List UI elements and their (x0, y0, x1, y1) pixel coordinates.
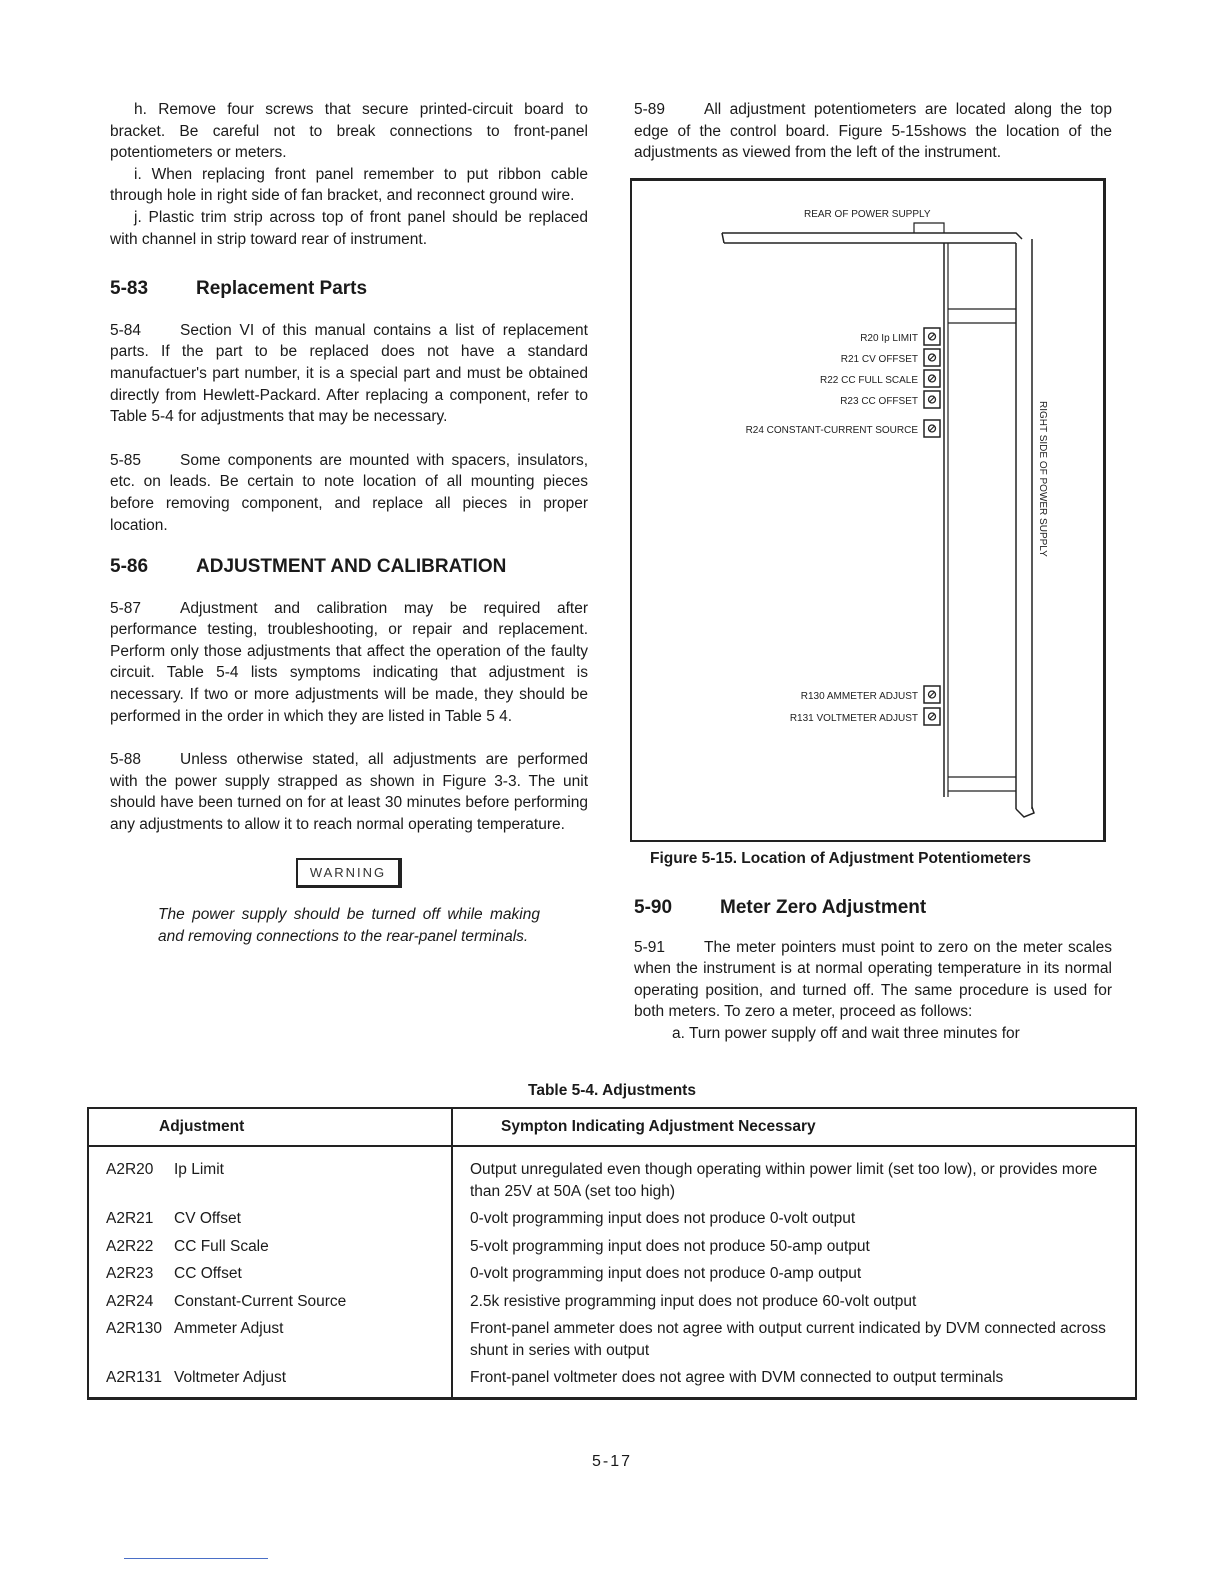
heading-replacement-parts: 5-83 Replacement Parts (110, 278, 368, 300)
table-header-row (88, 1108, 1136, 1146)
adjustment-name: Ip Limit (174, 1161, 224, 1178)
pot-label: R130 AMMETER ADJUST (800, 691, 918, 702)
figure-5-15 (630, 178, 1106, 842)
pot-label: R21 CV OFFSET (840, 354, 918, 365)
rear-edge-end (722, 233, 724, 243)
adjustment-name: CV Offset (174, 1210, 241, 1227)
para-5-84: 5-84 Section VI of this manual contains a list of replacement parts. If the part to be replaced does not have a standard manufactuer's part number, it is a special part and must be obtained directly from Hewlett-Packard. After replacing a component, refer to Table 5-4 for adjustments that may be necessary. (110, 321, 588, 426)
pot-label: R24 CONSTANT-CURRENT SOURCE (745, 425, 918, 436)
right-column-lower (634, 897, 1112, 1045)
symptom-cell: Front-panel voltmeter does not agree with DVM connected to output terminals (470, 1369, 1004, 1386)
adjustment-name: CC Full Scale (174, 1237, 269, 1255)
table-row (88, 1315, 1136, 1364)
symptom-cell: 0-volt programming input does not produce 0-volt output (470, 1210, 856, 1227)
para-5-89: 5-89 All adjustment potentiometers are located along the top edge of the control board. Figure 5-15shows the location of the adjustments as viewed from the left of the instrument. (634, 101, 1112, 162)
part-code: A2R20 (106, 1161, 154, 1178)
header-symptom: Sympton Indicating Adjustment Necessary (452, 1108, 1136, 1146)
part-code: A2R131 (106, 1369, 163, 1386)
step-j: j. Plastic trim strip across top of front panel should be replaced with channel in strip toward rear of instrument. (110, 208, 588, 248)
adjustment-cell (88, 1233, 452, 1261)
part-code: A2R24 (106, 1292, 154, 1310)
heading-meter-zero: 5-90 Meter Zero Adjustment (634, 897, 927, 918)
adjustment-name: Ammeter Adjust (174, 1320, 284, 1337)
para-5-87: 5-87 Adjustment and calibration may be required after performance testing, troubleshooting, or repair and replacement. Perform only those adjustments that affect the operation of the faulty circuit. Table 5-4 lists symptoms indicating that adjustment is necessary. If two or more adjustments will be made, they should be performed in the order in which they are listed in Table 5 4. (110, 599, 588, 725)
symptom-cell: Front-panel ammeter does not agree with output current indicated by DVM connected across shunt in series with output (470, 1320, 1106, 1359)
warning-text: The power supply should be turned off while making and removing connections to the rear-panel terminals. (158, 906, 540, 945)
left-column (110, 99, 588, 947)
pot-label: R131 VOLTMETER ADJUST (789, 713, 918, 724)
para-5-85: 5-85 Some components are mounted with spacers, insulators, etc. on leads. Be certain to note location of all mounting pieces before removing component, and replace all pieces in proper location. (110, 451, 588, 534)
side-label: RIGHT SIDE OF POWER SUPPLY (1037, 401, 1048, 557)
adjustment-cell (88, 1205, 452, 1233)
table-row (88, 1233, 1136, 1261)
adjustments-table (87, 1107, 1137, 1400)
heading-adjustment-calibration: 5-86 ADJUSTMENT AND CALIBRATION (110, 556, 507, 578)
adjustment-cell (88, 1315, 452, 1364)
symptom-cell: Output unregulated even though operating within power limit (set too low), or provides more than 25V at 50A (set too high) (470, 1161, 1098, 1200)
table-row (88, 1260, 1136, 1288)
footer-rule (124, 1558, 268, 1559)
step-h: h. Remove four screws that secure printed-circuit board to bracket. Be careful not to break connections to front-panel potentiometers or meters. (110, 101, 588, 162)
rear-tab (914, 223, 944, 233)
table-row (88, 1288, 1136, 1316)
figure-caption: Figure 5-15. Location of Adjustment Potentiometers (650, 850, 1031, 867)
pot-label: R20 Ip LIMIT (860, 333, 918, 344)
adjustment-cell (88, 1260, 452, 1288)
part-code: A2R23 (106, 1265, 154, 1282)
step-a: a. Turn power supply off and wait three minutes for (672, 1024, 1020, 1042)
table-title: Table 5-4. Adjustments (528, 1082, 696, 1099)
pot-label: R22 CC FULL SCALE (820, 375, 918, 386)
rear-label: REAR OF POWER SUPPLY (804, 209, 931, 220)
adjustment-name: Constant-Current Source (174, 1292, 347, 1310)
symptom-cell: 5-volt programming input does not produce 50-amp output (470, 1237, 870, 1255)
para-5-91: 5-91 The meter pointers must point to zero on the meter scales when the instrument is at normal operating temperature in its normal operating position, and turned off. The same procedure is used for both meters. To zero a meter, proceed as follows: (634, 938, 1112, 1021)
adjustment-cell (88, 1288, 452, 1316)
adjustment-cell (88, 1146, 452, 1205)
rear-edge (722, 233, 1022, 239)
board-diagram (632, 181, 1108, 845)
right-column (634, 99, 1112, 164)
part-code: A2R130 (106, 1320, 163, 1337)
symptom-cell: 2.5k resistive programming input does not produce 60-volt output (470, 1292, 917, 1310)
part-code: A2R22 (106, 1237, 154, 1255)
para-5-88: 5-88 Unless otherwise stated, all adjustments are performed with the power supply strapped as shown in Figure 3-3. The unit should have been turned on for at least 30 minutes before performing any adjustments to allow it to reach normal operating temperature. (110, 751, 588, 834)
adjustment-name: Voltmeter Adjust (174, 1369, 287, 1386)
page-number: 5-17 (591, 1453, 633, 1470)
adjustment-name: CC Offset (174, 1265, 242, 1282)
header-adjustment: Adjustment (88, 1108, 452, 1146)
table-row (88, 1364, 1136, 1398)
table-row (88, 1146, 1136, 1205)
part-code: A2R21 (106, 1210, 154, 1227)
adjustment-cell (88, 1364, 452, 1398)
potentiometer-group (746, 328, 940, 725)
warning-badge: WARNING (296, 858, 402, 889)
step-i: i. When replacing front panel remember to put ribbon cable through hole in right side of fan bracket, and reconnect ground wire. (110, 165, 588, 205)
symptom-cell: 0-volt programming input does not produce 0-amp output (470, 1265, 862, 1282)
pot-label: R23 CC OFFSET (840, 396, 918, 407)
table-row (88, 1205, 1136, 1233)
